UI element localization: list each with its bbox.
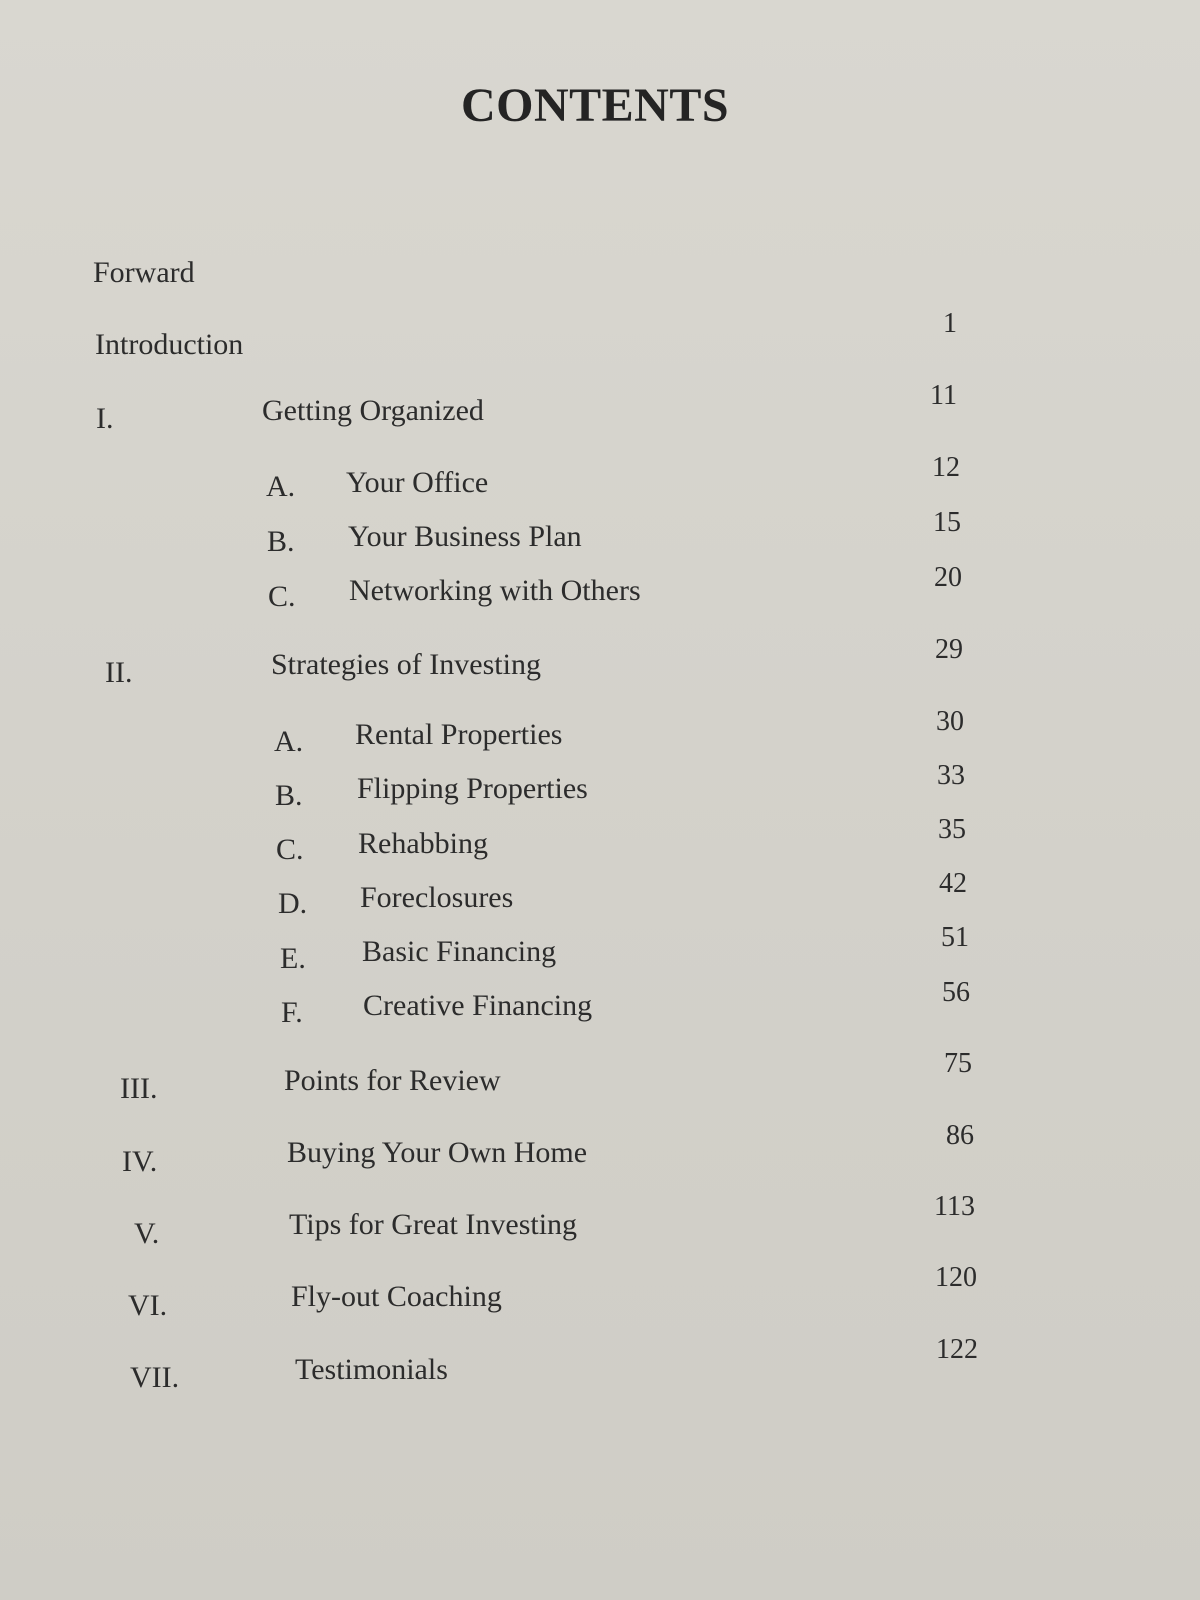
- toc-entry-5-label: Tips for Great Investing: [289, 1208, 578, 1241]
- toc-entry-2-number: II.: [105, 656, 133, 689]
- toc-entry-6-page: 120: [935, 1262, 977, 1293]
- toc-entry-1-label: Getting Organized: [262, 394, 484, 427]
- toc-entry-1a-label: Your Office: [346, 466, 489, 499]
- toc-entry-2c-label: Rehabbing: [358, 827, 488, 860]
- toc-entry-2e-letter: E.: [280, 942, 306, 975]
- toc-entry-introduction-page: 1: [943, 308, 957, 339]
- toc-entry-3-page: 75: [944, 1048, 972, 1079]
- toc-entry-1-page: 11: [930, 380, 957, 411]
- toc-entry-5-number: V.: [134, 1217, 160, 1250]
- toc-entry-2e-label: Basic Financing: [362, 935, 557, 968]
- toc-entry-7-page: 122: [936, 1334, 978, 1365]
- toc-entry-2d-letter: D.: [278, 887, 308, 920]
- toc-entry-2b-page: 33: [937, 760, 965, 791]
- toc-entry-6-label: Fly-out Coaching: [291, 1280, 502, 1313]
- toc-entry-2e-page: 51: [941, 922, 969, 953]
- toc-entry-1c-label: Networking with Others: [349, 574, 641, 607]
- toc-entry-1b-letter: B.: [267, 525, 295, 558]
- toc-entry-1-number: I.: [96, 402, 114, 435]
- toc-entry-2b-label: Flipping Properties: [357, 772, 588, 805]
- toc-entry-1a-page: 12: [932, 452, 960, 483]
- toc-entry-2a-page: 30: [936, 706, 964, 737]
- toc-entry-2d-label: Foreclosures: [360, 881, 514, 914]
- toc-entry-forward-label: Forward: [93, 256, 195, 289]
- toc-entry-6-number: VI.: [128, 1289, 168, 1322]
- toc-entry-2-label: Strategies of Investing: [271, 648, 541, 681]
- toc-entry-introduction-label: Introduction: [95, 328, 244, 361]
- toc-entry-2f-label: Creative Financing: [363, 989, 593, 1022]
- toc-entry-2b-letter: B.: [275, 779, 303, 812]
- toc-entry-1c-page: 20: [934, 562, 962, 593]
- toc-entry-3-number: III.: [120, 1072, 158, 1105]
- toc-entry-2d-page: 42: [939, 868, 967, 899]
- toc-entry-2c-page: 35: [938, 814, 966, 845]
- toc-entry-2a-letter: A.: [274, 725, 304, 758]
- toc-entry-3-label: Points for Review: [284, 1064, 501, 1097]
- toc-entry-1c-letter: C.: [268, 580, 296, 613]
- page-title: CONTENTS: [460, 79, 730, 132]
- toc-entry-2f-page: 56: [942, 977, 970, 1008]
- toc-entry-2c-letter: C.: [276, 833, 304, 866]
- toc-entry-4-number: IV.: [122, 1145, 158, 1178]
- toc-entry-4-page: 86: [946, 1120, 974, 1151]
- toc-entry-7-label: Testimonials: [295, 1353, 448, 1386]
- toc-entry-2-page: 29: [935, 634, 963, 665]
- toc-entry-7-number: VII.: [130, 1361, 180, 1394]
- toc-entry-1b-label: Your Business Plan: [348, 520, 582, 553]
- toc-entry-4-label: Buying Your Own Home: [287, 1136, 588, 1169]
- toc-entry-1a-letter: A.: [266, 470, 296, 503]
- toc-entry-5-page: 113: [934, 1191, 975, 1222]
- toc-entry-2f-letter: F.: [281, 996, 303, 1029]
- toc-entry-2a-label: Rental Properties: [355, 718, 563, 751]
- toc-entry-1b-page: 15: [933, 507, 961, 538]
